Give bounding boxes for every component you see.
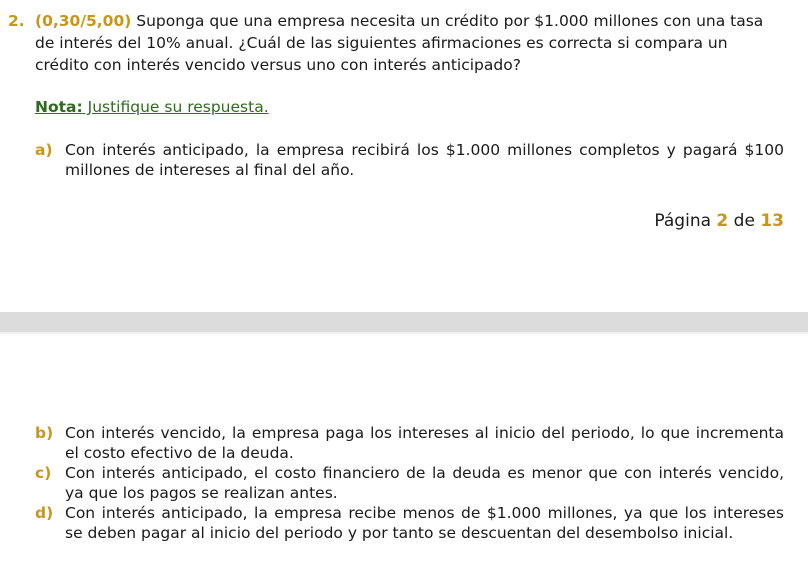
footer-prefix: Página — [654, 211, 717, 231]
question-block — [8, 10, 784, 76]
option-c — [35, 463, 784, 503]
option-a-text: Con interés anticipado, la empresa recibirá los $1.000 millones completos y pagará $100 millones de intereses al final del año. — [65, 141, 784, 179]
question-body: Suponga que una empresa necesita un crédito por $1.000 millones con una tasa de interés del 10% anual. ¿Cuál de las siguientes afirmaciones es correcta si compara un crédito con interés vencido versus uno con interés anticipado? — [35, 12, 764, 74]
question-score: (0,30/5,00) — [35, 12, 132, 30]
option-c-text: Con interés anticipado, el costo financiero de la deuda es menor que con interés vencido, ya que los pagos se realizan antes. — [65, 464, 784, 502]
option-b-letter: b) — [35, 424, 54, 442]
footer-total-pages: 13 — [760, 211, 784, 231]
question-number: 2. — [8, 12, 25, 30]
option-a-letter: a) — [35, 141, 53, 159]
option-b — [35, 423, 784, 463]
note-text: Justifique su respuesta. — [82, 98, 269, 116]
note — [35, 96, 269, 118]
question-text — [35, 10, 784, 76]
page-footer — [654, 209, 784, 233]
option-b-text: Con interés vencido, la empresa paga los intereses al inicio del periodo, lo que incrementa el costo efectivo de la deuda. — [65, 424, 784, 462]
page-separator — [0, 312, 808, 332]
option-d — [35, 503, 784, 543]
page-separator-shadow — [0, 332, 808, 336]
option-c-letter: c) — [35, 464, 52, 482]
option-d-text: Con interés anticipado, la empresa recibe menos de $1.000 millones, ya que los intereses se deben pagar al inicio del periodo y por tanto se descuentan del desembolso inicial. — [65, 504, 784, 542]
note-label: Nota: — [35, 98, 83, 116]
footer-middle: de — [728, 211, 761, 231]
footer-current-page: 2 — [716, 211, 729, 231]
option-d-letter: d) — [35, 504, 54, 522]
option-a — [35, 140, 784, 180]
